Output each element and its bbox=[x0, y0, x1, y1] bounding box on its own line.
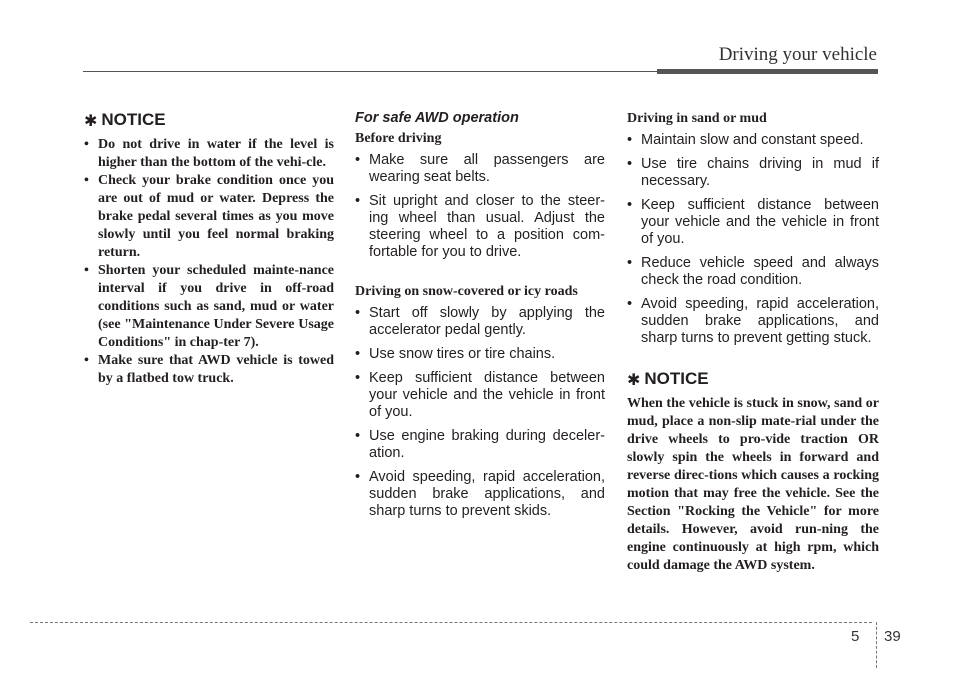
list-item: • Avoid speeding, rapid acceleration, sudden brake applications, and sharp turns to prevent skids. bbox=[355, 469, 605, 520]
asterisk-star-icon: ✱ bbox=[627, 369, 641, 389]
list-item: • Shorten your scheduled mainte-nance interval if you drive in off-road conditions such as sand, mud or water (see "Maintenance Under Severe Usage Conditions" in chap-ter 7). bbox=[84, 262, 334, 352]
notice-title: NOTICE bbox=[644, 369, 709, 388]
header-rule bbox=[83, 71, 661, 72]
list-item: • Do not drive in water if the level is higher than the bottom of the vehi-cle. bbox=[84, 136, 334, 172]
notice-heading bbox=[84, 110, 334, 130]
list-item: • Avoid speeding, rapid acceleration, sudden brake applications, and sharp turns to prevent getting stuck. bbox=[627, 296, 879, 347]
column-left bbox=[84, 110, 334, 388]
list-item: • Keep sufficient distance between your vehicle and the vehicle in front of you. bbox=[355, 370, 605, 421]
list-item: • Use engine braking during deceler-ation. bbox=[355, 428, 605, 462]
list-item: • Use tire chains driving in mud if necessary. bbox=[627, 156, 879, 190]
chapter-number: 5 bbox=[851, 628, 860, 645]
list-item: • Make sure all passengers are wearing seat belts. bbox=[355, 152, 605, 186]
page-number: 39 bbox=[884, 628, 901, 645]
sand-mud-list bbox=[627, 132, 879, 347]
column-right bbox=[627, 110, 879, 575]
list-item: • Check your brake condition once you are out of mud or water. Depress the brake pedal several times as you move slowly until you feel normal braking return. bbox=[84, 172, 334, 262]
list-item: • Start off slowly by applying the accelerator pedal gently. bbox=[355, 305, 605, 339]
notice-title: NOTICE bbox=[101, 110, 166, 129]
list-item: • Maintain slow and constant speed. bbox=[627, 132, 879, 149]
list-item: • Reduce vehicle speed and always check the road condition. bbox=[627, 255, 879, 289]
subheading-before-driving: Before driving bbox=[355, 131, 442, 146]
notice-heading bbox=[627, 369, 879, 389]
section-title: For safe AWD operation bbox=[355, 110, 519, 126]
notice-list bbox=[84, 136, 334, 388]
notice-text: When the vehicle is stuck in snow, sand or mud, place a non-slip mate-rial under the drive wheels to pro-vide traction OR slowly spin the wheels in forward and reverse direc-tions which causes a rocking motion that may free the vehicle. See the Section "Rocking the Vehicle" for more details. However, avoid run-ning the engine continuously at high rpm, which could damage the AWD system. bbox=[627, 396, 879, 573]
column-middle bbox=[355, 110, 605, 527]
list-item: • Use snow tires or tire chains. bbox=[355, 346, 605, 363]
running-header: Driving your vehicle bbox=[718, 44, 877, 65]
list-item: • Keep sufficient distance between your vehicle and the vehicle in front of you. bbox=[627, 197, 879, 248]
before-driving-list bbox=[355, 152, 605, 261]
footer-rule bbox=[30, 622, 872, 623]
asterisk-star-icon: ✱ bbox=[84, 110, 98, 130]
list-item: • Make sure that AWD vehicle is towed by a flatbed tow truck. bbox=[84, 352, 334, 388]
snow-icy-list bbox=[355, 305, 605, 520]
subheading-snow-icy: Driving on snow-covered or icy roads bbox=[355, 284, 578, 299]
list-item: • Sit upright and closer to the steer-ing wheel than usual. Adjust the steering wheel to a position com-fortable for you to drive. bbox=[355, 193, 605, 261]
header-rule-bar bbox=[657, 69, 878, 74]
footer-divider bbox=[876, 622, 877, 668]
subheading-sand-mud: Driving in sand or mud bbox=[627, 111, 767, 126]
